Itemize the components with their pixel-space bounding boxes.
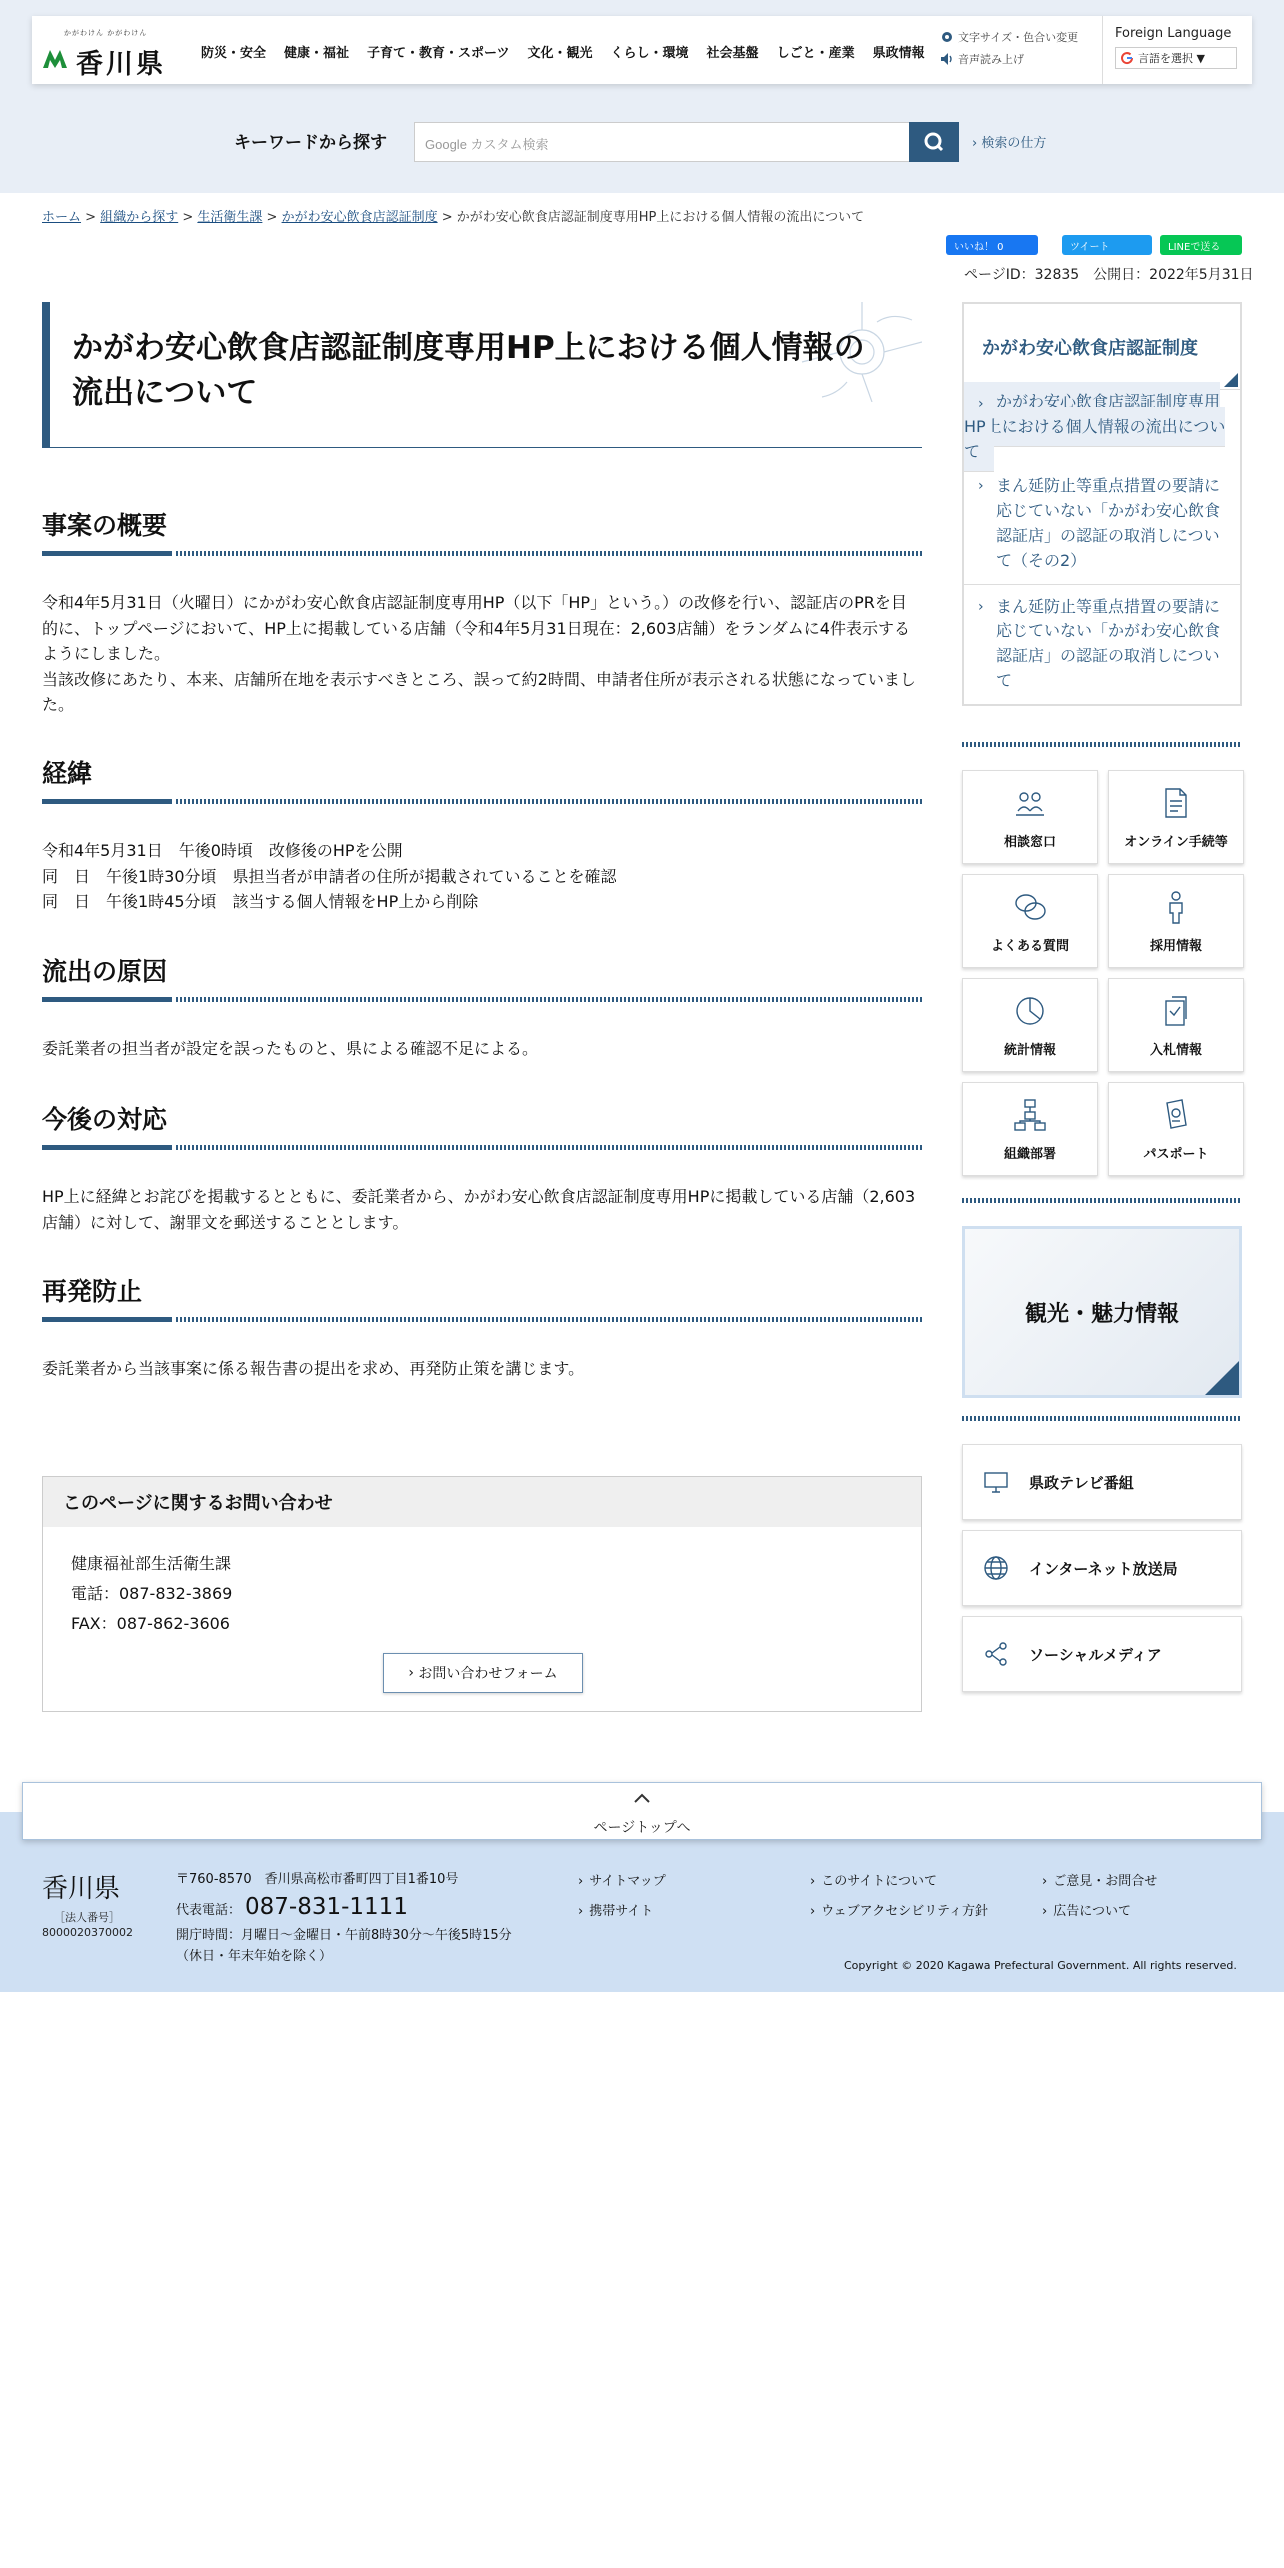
divider bbox=[962, 1198, 1242, 1203]
side-nav-item-label: まん延防止等重点措置の要請に応じていない「かがわ安心飲食認証店」の認証の取消しについて bbox=[996, 596, 1221, 690]
facebook-like-button[interactable]: いいね！ 0 bbox=[946, 235, 1038, 255]
link-social-media[interactable] bbox=[962, 1616, 1242, 1692]
globe-icon bbox=[983, 1555, 1009, 1581]
gnav-shigoto[interactable]: しごと・産業 bbox=[776, 46, 855, 61]
gnav-kensei[interactable]: 県政情報 bbox=[872, 46, 925, 61]
share-icon bbox=[983, 1641, 1009, 1667]
divider bbox=[962, 742, 1242, 747]
footer-link-about[interactable]: › このサイトについて bbox=[810, 1870, 937, 1889]
side-nav-heading[interactable] bbox=[964, 304, 1240, 390]
page-top-label: ページトップへ bbox=[593, 1820, 691, 1836]
footer-hours bbox=[176, 1926, 512, 1968]
font-color-label: 文字サイズ・色合い変更 bbox=[958, 31, 1079, 44]
org-chart-icon bbox=[1012, 1097, 1048, 1133]
chat-icon bbox=[1012, 889, 1048, 925]
heading-underline bbox=[42, 799, 922, 804]
tourism-banner-label: 観光・魅力情報 bbox=[1024, 1301, 1179, 1327]
corp-number: 8000020370002 bbox=[42, 1926, 133, 1940]
person-icon bbox=[1158, 889, 1194, 925]
language-select[interactable] bbox=[1115, 47, 1237, 69]
bid-icon bbox=[1158, 993, 1194, 1029]
breadcrumb-home[interactable]: ホーム bbox=[42, 210, 82, 225]
document-icon bbox=[1158, 785, 1194, 821]
search-input[interactable]: Google カスタム検索 bbox=[414, 122, 910, 162]
section-body: 委託業者の担当者が設定を誤ったものと、県による確認不足による。 bbox=[42, 1039, 539, 1058]
logo-kana: かがわけん かがわけん bbox=[64, 29, 148, 37]
heading-underline bbox=[42, 1145, 922, 1150]
section-body: 委託業者から当該事案に係る報告書の提出を求め、再発防止策を講じます。 bbox=[42, 1359, 585, 1378]
footer-address: 〒760-8570 香川県高松市番町四丁目1番10号 bbox=[176, 1872, 459, 1887]
corp-number-label: ［法人番号］ bbox=[54, 1911, 120, 1924]
tel-number: 087-831-1111 bbox=[245, 1894, 408, 1920]
link-card-label: 県政テレビ番組 bbox=[1029, 1473, 1134, 1492]
side-nav-item[interactable] bbox=[964, 585, 1240, 704]
breadcrumb-dept[interactable]: 生活衛生課 bbox=[197, 210, 263, 225]
footer-tel bbox=[176, 1894, 408, 1920]
footer-copyright: Copyright © 2020 Kagawa Prefectural Government. All rights reserved. bbox=[844, 1959, 1237, 1972]
breadcrumb-system[interactable]: かがわ安心飲食店認証制度 bbox=[281, 210, 438, 225]
logo-text: 香川県 bbox=[76, 49, 166, 80]
section-body: 令和4年5月31日（火曜日）にかがわ安心飲食店認証制度専用HP（以下「HP」という。）の改修を行い、認証店のPRを目的に、トップページにおいて、HP上に掲載している店舗（令和4年5月31日現在：2,603店舗）をランダムに4件表示するようにしました。 当該改修にあたり、本来、店舗所在地を表示すべきところ、誤って約2時間、申請者住所が表示される状態になっていました。 bbox=[42, 593, 916, 715]
chevron-right-icon: › bbox=[408, 1665, 419, 1681]
tile-label: 統計情報 bbox=[1003, 1043, 1056, 1058]
tile-label: 入札情報 bbox=[1149, 1043, 1202, 1058]
tile-passport[interactable] bbox=[1108, 1082, 1244, 1176]
tile-label: パスポート bbox=[1143, 1147, 1209, 1162]
hours-text: 開庁時間：月曜日～金曜日・午前8時30分～午後5時15分 bbox=[176, 1928, 512, 1943]
section-heading bbox=[42, 952, 922, 1002]
side-nav bbox=[962, 302, 1242, 706]
divider bbox=[962, 1416, 1242, 1421]
section-heading-text: 今後の対応 bbox=[42, 1105, 168, 1134]
heading-underline bbox=[42, 1317, 922, 1322]
chevron-right-icon: › bbox=[978, 478, 984, 495]
line-share-button[interactable]: LINEで送る bbox=[1160, 235, 1242, 255]
page-title: かがわ安心飲食店認証制度専用HP上における個人情報の流出について bbox=[72, 330, 865, 411]
contact-heading: このページに関するお問い合わせ bbox=[43, 1477, 921, 1527]
contact-body bbox=[43, 1527, 921, 1661]
section-heading bbox=[42, 1100, 922, 1150]
site-logo[interactable] bbox=[42, 28, 172, 80]
side-nav-item-label: まん延防止等重点措置の要請に応じていない「かがわ安心飲食認証店」の認証の取消しについて（その2） bbox=[996, 476, 1221, 570]
footer-link-mobile[interactable]: › 携帯サイト bbox=[578, 1900, 653, 1919]
language-select-label: 言語を選択 ▼ bbox=[1138, 52, 1205, 65]
tile-label: よくある質問 bbox=[990, 939, 1069, 954]
breadcrumb-org[interactable]: 組織から探す bbox=[100, 210, 179, 225]
site-header bbox=[32, 16, 1252, 84]
tile-stats[interactable] bbox=[962, 978, 1098, 1072]
tile-org[interactable] bbox=[962, 1082, 1098, 1176]
consult-icon bbox=[1012, 785, 1048, 821]
section-heading bbox=[42, 1272, 922, 1322]
tweet-button[interactable]: ツイート bbox=[1062, 235, 1152, 255]
side-nav-item[interactable] bbox=[964, 382, 1225, 472]
breadcrumb-current: かがわ安心飲食店認証制度専用HP上における個人情報の流出について bbox=[456, 210, 865, 225]
side-nav-item-label: かがわ安心飲食店認証制度専用HP上における個人情報の流出について bbox=[964, 392, 1226, 461]
gnav-kiban[interactable]: 社会基盤 bbox=[706, 46, 759, 61]
tel-label: 代表電話： bbox=[176, 1903, 242, 1918]
tile-label: 採用情報 bbox=[1149, 939, 1202, 954]
tile-consult[interactable] bbox=[962, 770, 1098, 864]
footer-corp-number bbox=[42, 1910, 132, 1941]
chevron-up-icon bbox=[632, 1791, 652, 1805]
side-nav-item[interactable] bbox=[964, 464, 1240, 584]
heading-underline bbox=[42, 997, 922, 1002]
quick-links-grid bbox=[962, 770, 1244, 1176]
corner-triangle-icon bbox=[1224, 373, 1238, 387]
section-heading-text: 流出の原因 bbox=[42, 957, 168, 986]
chevron-right-icon: › bbox=[978, 396, 984, 412]
tile-recruit[interactable] bbox=[1108, 874, 1244, 968]
contact-box bbox=[42, 1476, 922, 1712]
contact-tel: 電話：087-832-3869 bbox=[71, 1584, 233, 1603]
page-title-box bbox=[42, 302, 922, 448]
link-tv-program[interactable] bbox=[962, 1444, 1242, 1520]
breadcrumb: ホーム > 組織から探す > 生活衛生課 > かがわ安心飲食店認証制度 > かがわ安心飲食店認証制度専用HP上における個人情報の流出について bbox=[42, 210, 865, 225]
chevron-right-icon: › bbox=[972, 136, 978, 151]
tourism-banner[interactable] bbox=[962, 1226, 1242, 1398]
section-heading-text: 事案の概要 bbox=[42, 511, 168, 540]
kagawa-logo-icon bbox=[42, 46, 68, 70]
gnav-kosodate[interactable]: 子育て・教育・スポーツ bbox=[367, 46, 510, 61]
search-button[interactable] bbox=[909, 122, 959, 162]
footer-link-ads[interactable]: › 広告について bbox=[1042, 1900, 1131, 1919]
section-heading bbox=[42, 754, 922, 804]
global-nav bbox=[192, 42, 934, 61]
heading-underline bbox=[42, 551, 922, 556]
search-icon bbox=[909, 122, 959, 162]
footer-link-accessibility[interactable]: › ウェブアクセシビリティ方針 bbox=[810, 1900, 988, 1919]
foreign-language-label: Foreign Language bbox=[1115, 26, 1232, 41]
section-body: HP上に経緯とお詫びを掲載するとともに、委託業者から、かがわ安心飲食店認証制度専用HPに掲載している店舗（2,603店舗）に対して、謝罪文を郵送することとします。 bbox=[42, 1187, 916, 1232]
corner-triangle-icon bbox=[1205, 1361, 1239, 1395]
language-box bbox=[1102, 16, 1252, 84]
gnav-bunka[interactable]: 文化・観光 bbox=[527, 46, 593, 61]
footer-name: 香川県 bbox=[42, 1874, 121, 1904]
section-heading-text: 経緯 bbox=[42, 759, 93, 788]
footer-link-sitemap[interactable]: › サイトマップ bbox=[578, 1870, 666, 1889]
pie-chart-icon bbox=[1012, 993, 1048, 1029]
link-card-label: インターネット放送局 bbox=[1029, 1559, 1178, 1578]
section-heading bbox=[42, 506, 922, 556]
gnav-bousai[interactable]: 防災・安全 bbox=[201, 46, 267, 61]
social-buttons bbox=[946, 235, 1242, 255]
contact-fax: FAX：087-862-3606 bbox=[71, 1614, 230, 1633]
search-help-label: 検索の仕方 bbox=[981, 136, 1047, 151]
search-help-link[interactable] bbox=[972, 132, 1046, 151]
section-heading-text: 再発防止 bbox=[42, 1277, 143, 1306]
google-icon bbox=[1120, 51, 1134, 65]
tile-label: オンライン手続等 bbox=[1124, 835, 1228, 850]
link-internet-broadcast[interactable] bbox=[962, 1530, 1242, 1606]
tile-bid[interactable] bbox=[1108, 978, 1244, 1072]
contact-form-button[interactable] bbox=[383, 1653, 583, 1693]
speaker-icon bbox=[940, 52, 954, 66]
gnav-kurashi[interactable]: くらし・環境 bbox=[610, 46, 689, 61]
link-card-label: ソーシャルメディア bbox=[1029, 1645, 1162, 1664]
tile-label: 組織部署 bbox=[1003, 1147, 1056, 1162]
search-label: キーワードから探す bbox=[234, 133, 387, 153]
chevron-right-icon: › bbox=[978, 598, 984, 615]
section-body: 令和4年5月31日 午後0時頃 改修後のHPを公開 同 日 午後1時30分頃 県担当者が申請者の住所が掲載されていることを確認 同 日 午後1時45分頃 該当する個人情報をHP上から削除 bbox=[42, 841, 617, 912]
monitor-icon bbox=[983, 1469, 1009, 1495]
tile-online[interactable] bbox=[1108, 770, 1244, 864]
gear-icon bbox=[940, 30, 954, 44]
page-meta: ページID：32835 公開日：2022年5月31日 bbox=[964, 267, 1254, 283]
footer-link-feedback[interactable]: › ご意見・お問合せ bbox=[1042, 1870, 1157, 1889]
passport-icon bbox=[1158, 1097, 1194, 1133]
contact-form-label: お問い合わせフォーム bbox=[418, 1666, 558, 1682]
side-nav-heading-text: かがわ安心飲食店認証制度 bbox=[982, 338, 1198, 359]
contact-dept: 健康福祉部生活衛生課 bbox=[71, 1554, 232, 1573]
tile-faq[interactable] bbox=[962, 874, 1098, 968]
page-top-button[interactable] bbox=[22, 1782, 1262, 1840]
tile-label: 相談窓口 bbox=[1003, 835, 1056, 850]
gnav-kenkou[interactable]: 健康・福祉 bbox=[284, 46, 350, 61]
hours-note: （休日・年末年始を除く） bbox=[176, 1948, 333, 1964]
read-aloud-label: 音声読み上げ bbox=[958, 53, 1024, 66]
